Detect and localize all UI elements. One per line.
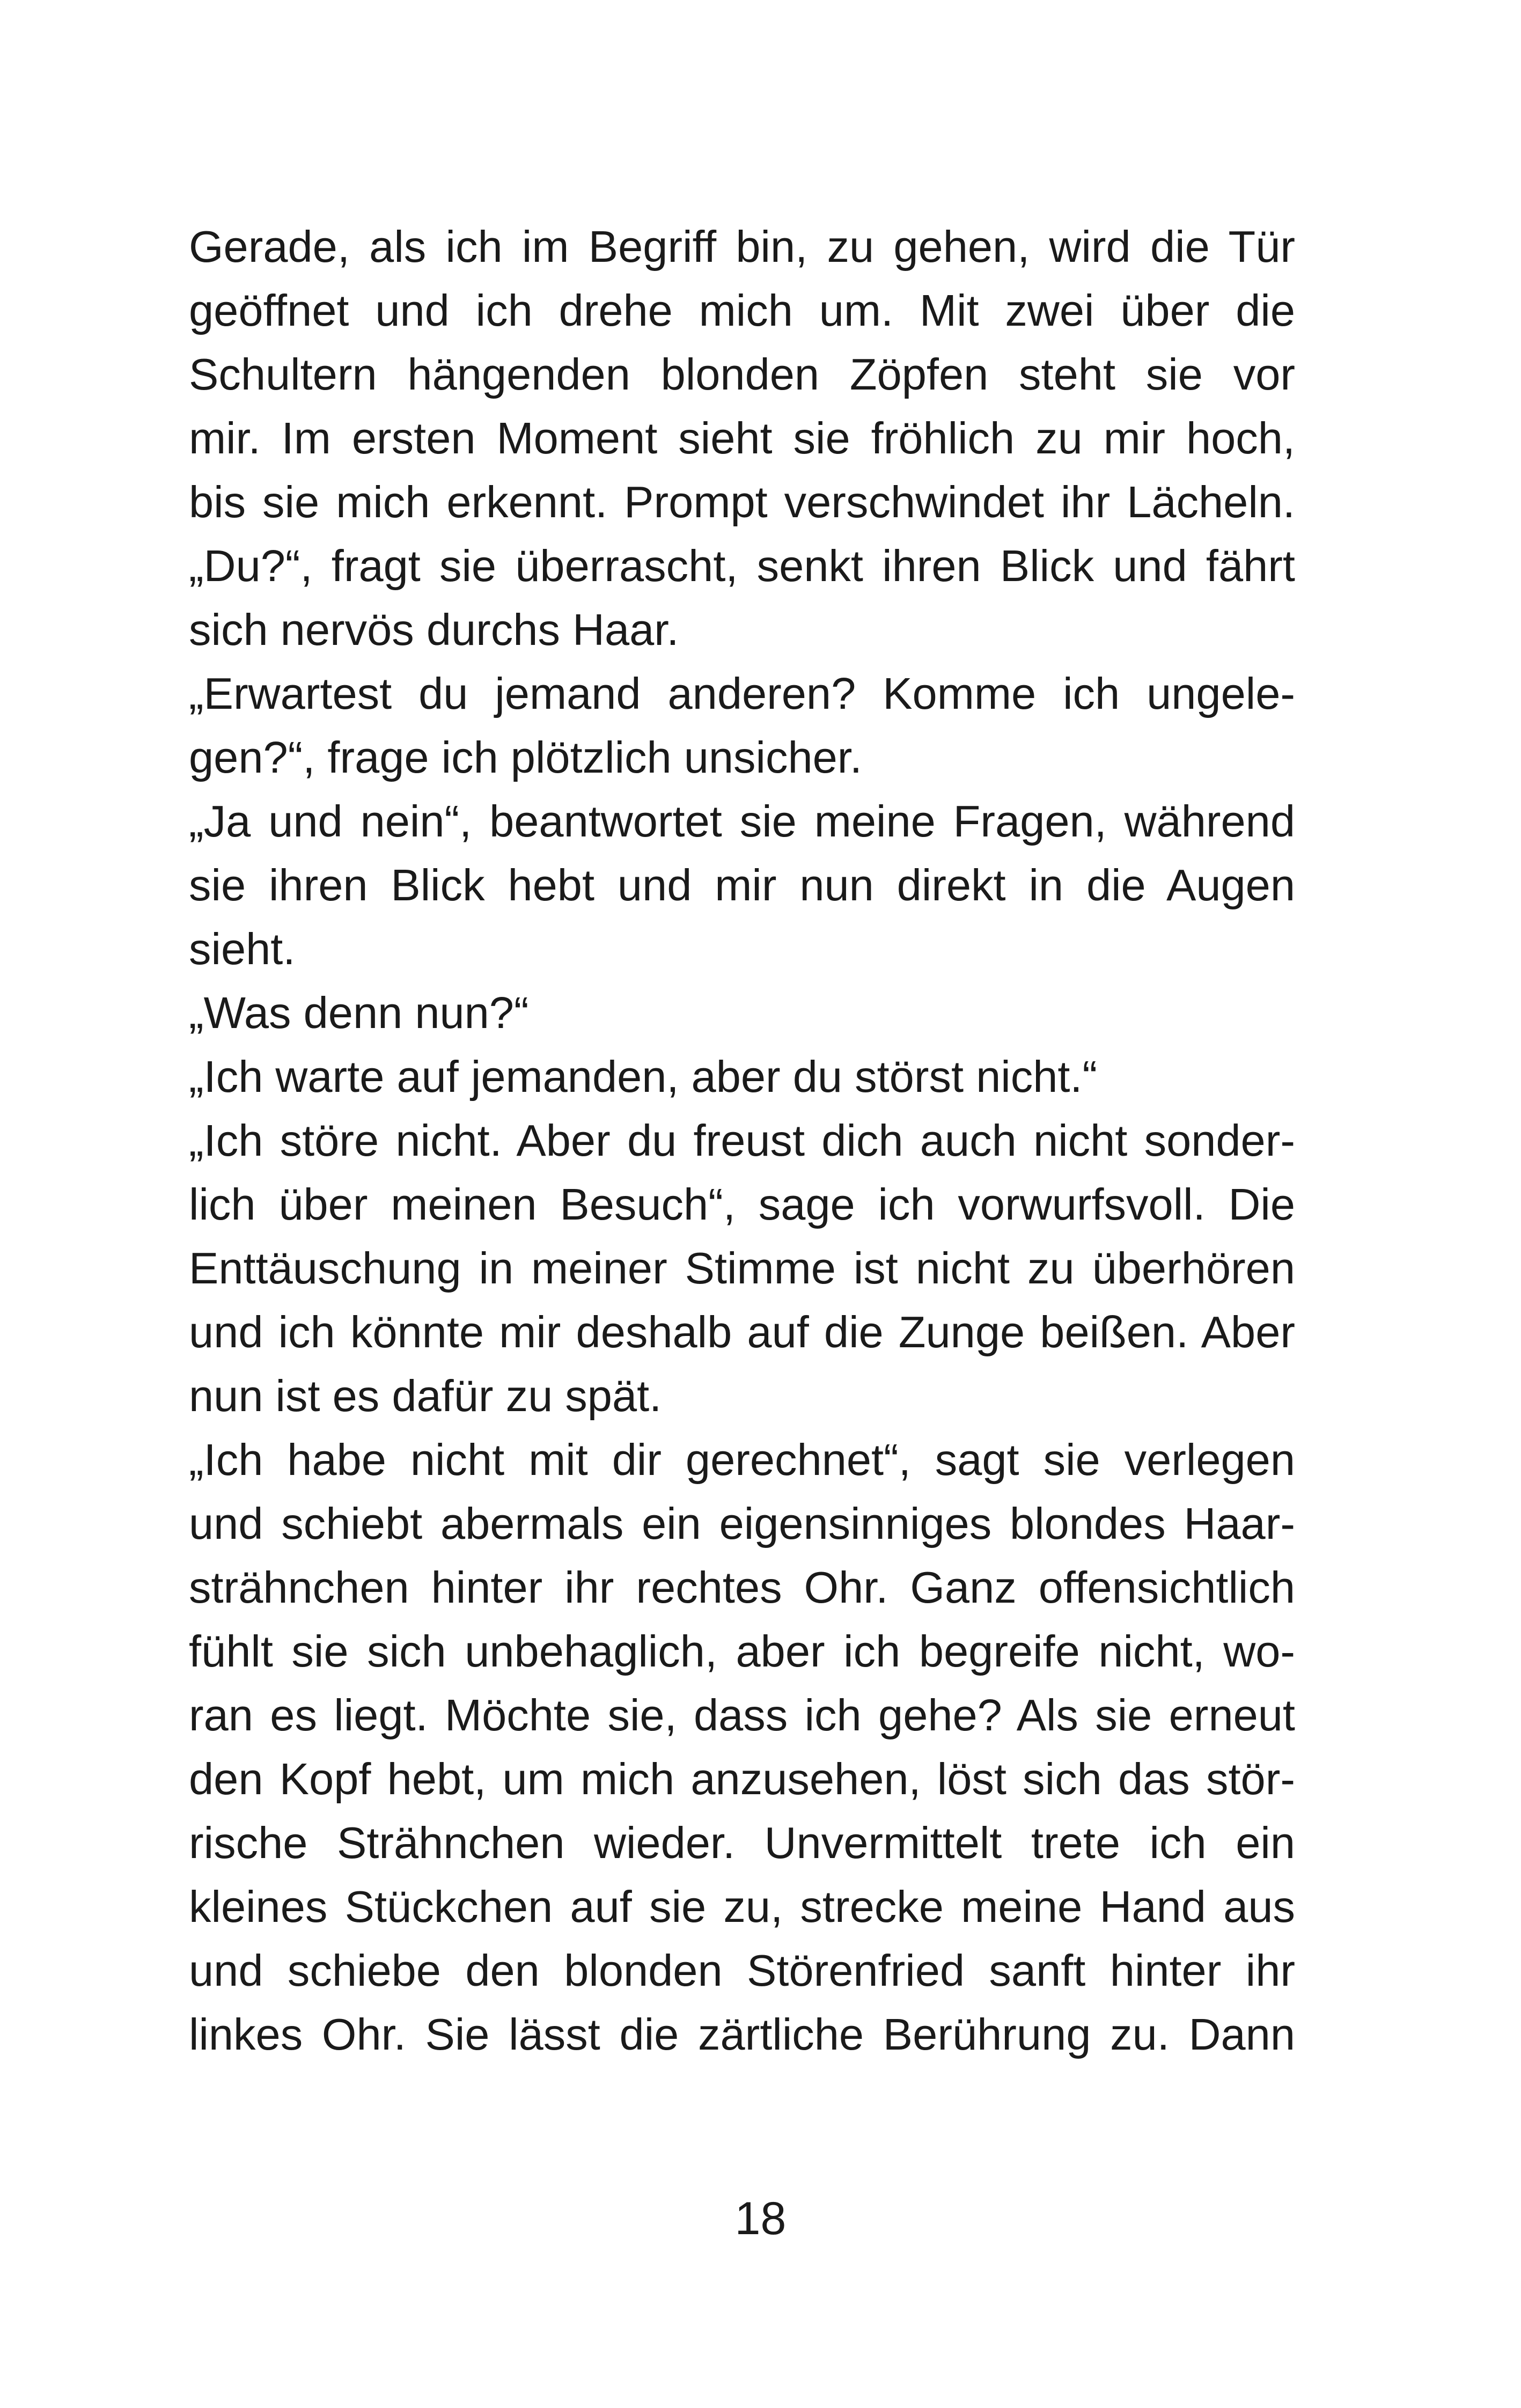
text-line: bis sie mich erkennt. Prompt verschwindet ihr Lächeln.	[189, 477, 1295, 527]
text-line: fühlt sie sich unbehaglich, aber ich begreife nicht, wo-	[189, 1626, 1295, 1676]
text-line: „Erwartest du jemand anderen? Komme ich ungele-	[189, 669, 1295, 718]
text-line: „Ich warte auf jemanden, aber du störst nicht.“	[189, 1052, 1098, 1102]
text-line: „Was denn nun?“	[189, 988, 529, 1038]
text-line: ran es liegt. Möchte sie, dass ich gehe? Als sie erneut	[189, 1690, 1295, 1740]
text-line: „Ich habe nicht mit dir gerechnet“, sagt sie verlegen	[189, 1435, 1295, 1485]
text-line: kleines Stückchen auf sie zu, strecke meine Hand aus	[189, 1882, 1295, 1932]
text-line: und ich könnte mir deshalb auf die Zunge beißen. Aber	[189, 1307, 1295, 1357]
text-line: nun ist es dafür zu spät.	[189, 1371, 662, 1421]
text-line: „Ja und nein“, beantwortet sie meine Fragen, während	[189, 796, 1295, 846]
text-line: Enttäuschung in meiner Stimme ist nicht zu überhören	[189, 1243, 1295, 1293]
text-line: „Ich störe nicht. Aber du freust dich auch nicht sonder-	[189, 1115, 1295, 1165]
text-line: sie ihren Blick hebt und mir nun direkt in die Augen	[189, 860, 1295, 910]
text-line: den Kopf hebt, um mich anzusehen, löst sich das stör-	[189, 1754, 1295, 1804]
page-number: 18	[734, 2193, 787, 2244]
text-line: Gerade, als ich im Begriff bin, zu gehen, wird die Tür	[189, 222, 1295, 271]
text-line: linkes Ohr. Sie lässt die zärtliche Berührung zu. Dann	[189, 2009, 1295, 2059]
text-line: und schiebe den blonden Störenfried sanft hinter ihr	[189, 1946, 1295, 1995]
text-line: rische Strähnchen wieder. Unvermittelt trete ich ein	[189, 1818, 1295, 1868]
text-line: Schultern hängenden blonden Zöpfen steht sie vor	[189, 349, 1295, 399]
text-line: gen?“, frage ich plötzlich unsicher.	[189, 732, 862, 782]
text-line: „Du?“, fragt sie überrascht, senkt ihren Blick und fährt	[189, 541, 1295, 591]
body-text	[189, 215, 1295, 2066]
text-line: sieht.	[189, 924, 296, 974]
text-line: strähnchen hinter ihr rechtes Ohr. Ganz offensichtlich	[189, 1562, 1295, 1612]
text-line: lich über meinen Besuch“, sage ich vorwurfsvoll. Die	[189, 1179, 1295, 1229]
text-line: mir. Im ersten Moment sieht sie fröhlich zu mir hoch,	[189, 413, 1295, 463]
text-line: und schiebt abermals ein eigensinniges blondes Haar-	[189, 1499, 1295, 1548]
text-line: sich nervös durchs Haar.	[189, 605, 679, 655]
text-line: geöffnet und ich drehe mich um. Mit zwei über die	[189, 285, 1295, 335]
